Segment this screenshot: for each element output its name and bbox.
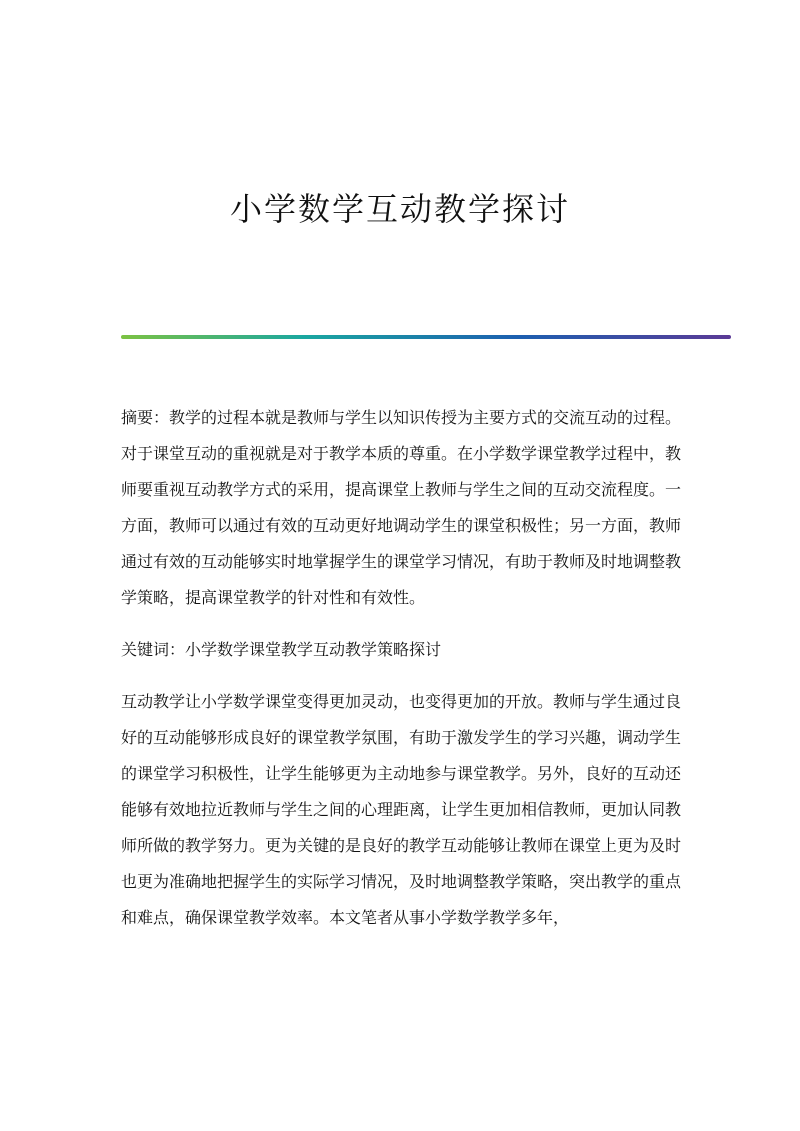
title-divider <box>121 335 731 339</box>
intro-paragraph: 互动教学让小学数学课堂变得更加灵动，也变得更加的开放。教师与学生通过良好的互动能够形成良好的课堂教学氛围，有助于激发学生的学习兴趣，调动学生的课堂学习积极性，让学生能够更为主动地参与课堂教学。另外，良好的互动还能够有效地拉近教师与学生之间的心理距离，让学生更加相信教师，更加认同教师所做的教学努力。更为关键的是良好的教学互动能够让教师在课堂上更为及时也更为准确地把握学生的实际学习情况，及时地调整教学策略，突出教学的重点和难点，确保课堂教学效率。本文笔者从事小学数学教学多年， <box>121 692 682 927</box>
document-title: 小学数学互动教学探讨 <box>229 190 570 228</box>
document-body <box>121 400 681 936</box>
keywords-paragraph: 关键词：小学数学课堂教学互动教学策略探讨 <box>121 640 442 659</box>
abstract-paragraph: 摘要：教学的过程本就是教师与学生以知识传授为主要方式的交流互动的过程。对于课堂互动的重视就是对于教学本质的尊重。在小学数学课堂教学过程中，教师要重视互动教学方式的采用，提高课堂上教师与学生之间的互动交流程度。一方面，教师可以通过有效的互动更好地调动学生的课堂积极性；另一方面，教师通过有效的互动能够实时地掌握学生的课堂学习情况，有助于教师及时地调整教学策略，提高课堂教学的针对性和有效性。 <box>121 408 682 607</box>
